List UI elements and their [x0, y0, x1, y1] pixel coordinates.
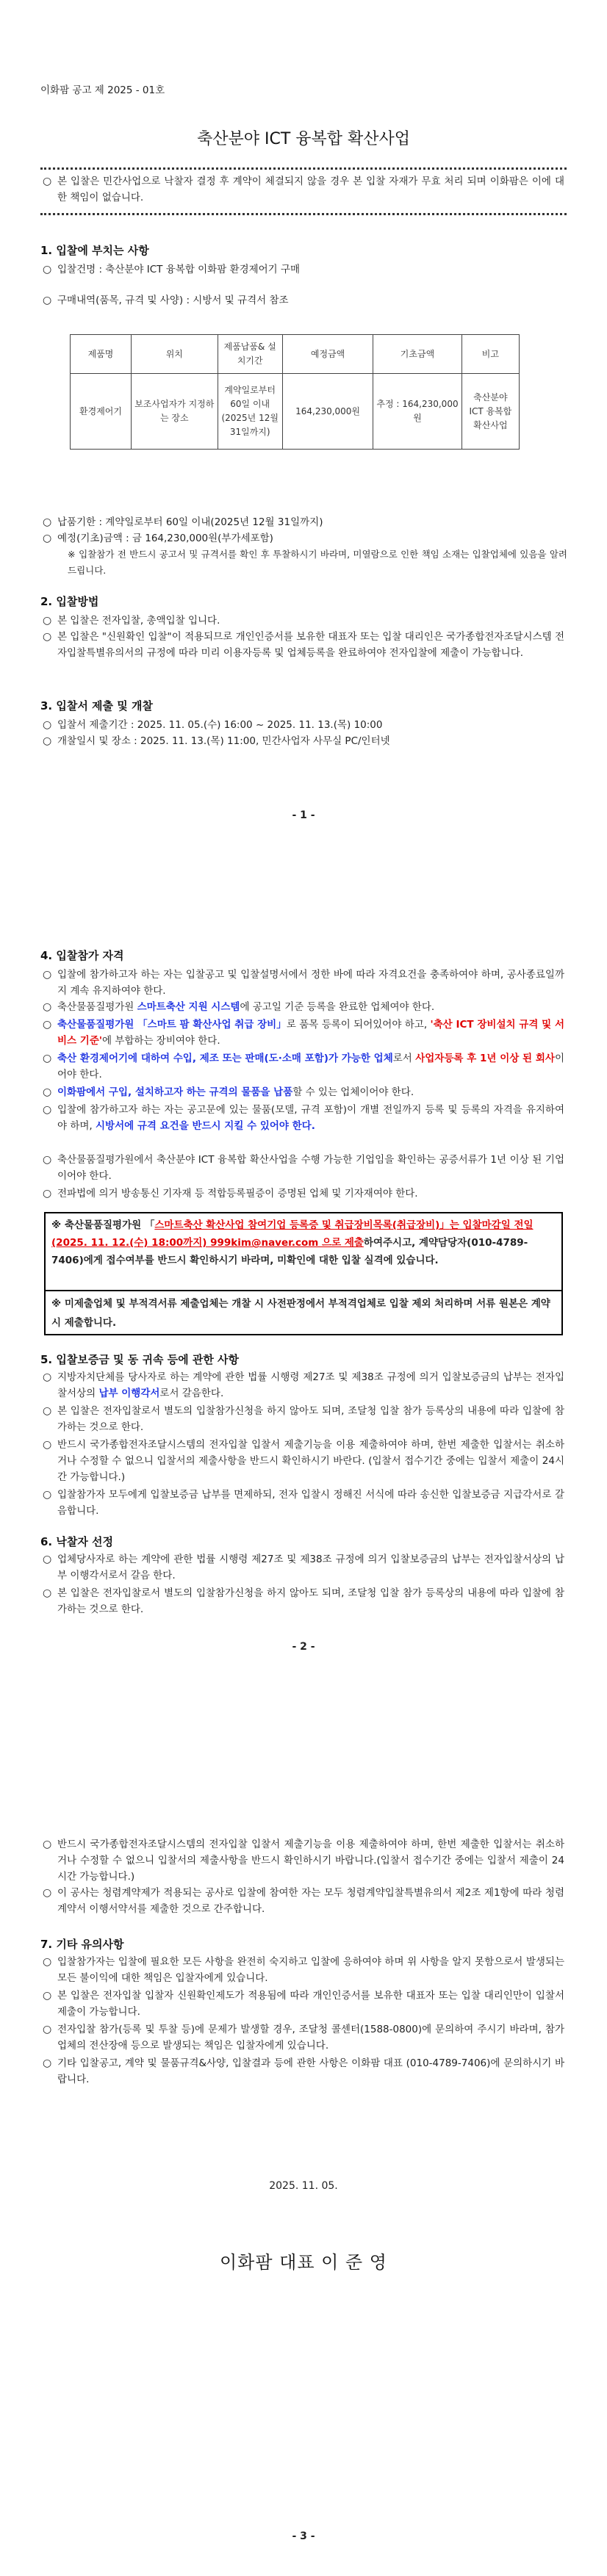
s1-note: ※ 입찰참가 전 반드시 공고서 및 규격서를 확인 후 투찰하시기 바라며, 미열람으로 인한 책임 소재는 입찰업체에 있음을 알려드립니다.	[68, 549, 567, 576]
circle-bullet: ○	[43, 295, 52, 306]
th-base-amount: 기초금액	[373, 335, 461, 374]
notice-number: 이화팜 공고 제 2025 - 01호	[40, 84, 165, 96]
s6b-item-2: 이 공사는 청렴계약제가 적용되는 공사로 입찰에 참여한 자는 모두 청렴계약입찰특별유의서 제2조 제1항에 따라 청렴계약서 이행서약서를 제출한 것으로 간주합니다.	[57, 1887, 564, 1915]
s7-item-2: 본 입찰은 전자입찰 입찰자 신원확인제도가 적용됨에 따라 개인인증서를 보유한 대표자 또는 입찰 대리인만이 입찰서 제출이 가능합니다.	[57, 1990, 564, 2018]
page-number-2: - 2 -	[292, 1641, 315, 1653]
s4-item-5	[57, 1084, 564, 1100]
s1-item-4: 예정(기초)금액 : 금 164,230,000원(부가세포함)	[57, 533, 273, 544]
circle-bullet: ○	[43, 1554, 52, 1565]
s6-item-2: 본 입찰은 전자입찰로서 별도의 입찰참가신청을 하지 않아도 되며, 조달청 입찰 참가 등록상의 내용에 따라 입찰에 참가하는 것으로 한다.	[57, 1587, 564, 1615]
section-6-heading: 6. 낙찰자 선정	[40, 1535, 114, 1548]
s7-item-4: 기타 입찰공고, 계약 및 물품규격&사양, 입찰결과 등에 관한 사항은 이화팜 대표 (010-4789-7406)에 문의하시기 바랍니다.	[57, 2057, 564, 2085]
s4-item-3	[57, 1017, 564, 1049]
circle-bullet: ○	[43, 1053, 52, 1064]
section-3-heading: 3. 입찰서 제출 및 개찰	[40, 699, 153, 712]
s4-item-4-end: 이어야 한다.	[57, 1053, 564, 1080]
box1-deadline: 는 입찰마감일 전일(2025. 11. 12.(수) 18:00까지) 999kim@naver.com 으로 제출	[51, 1219, 534, 1249]
page-number-3: - 3 -	[292, 2530, 315, 2542]
circle-bullet: ○	[43, 615, 52, 627]
s4-item-4-blue: 축산 환경제어기에 대하여 수입, 제조 또는 판매(도·소매 포함)가 가능한 업체	[57, 1053, 393, 1064]
s6-item-1: 업체당사자로 하는 계약에 관한 법률 시행령 제27조 및 제38조 규정에 의거 입찰보증금의 납부는 전자입찰서상의 납부 이행각서로서 갈음 한다.	[57, 1554, 564, 1581]
circle-bullet: ○	[43, 1587, 52, 1599]
circle-bullet: ○	[43, 1439, 52, 1451]
circle-bullet: ○	[43, 2024, 52, 2035]
circle-bullet: ○	[43, 1154, 52, 1166]
s1-item-3: 납품기한 : 계약일로부터 60일 이내(2025년 12월 31일까지)	[57, 516, 323, 528]
divider-bottom	[40, 213, 567, 215]
s4-item-6-blue: 시방서에 규격 요건을 반드시 지킬 수 있어야 한다.	[96, 1120, 315, 1132]
s3-item-1: 입찰서 제출기간 : 2025. 11. 05.(수) 16:00 ~ 2025. 11. 13.(목) 10:00	[57, 719, 383, 731]
circle-bullet: ○	[43, 1887, 52, 1899]
circle-bullet: ○	[43, 2057, 52, 2069]
circle-bullet: ○	[43, 735, 52, 747]
circle-bullet: ○	[43, 1371, 52, 1383]
s4-item-8: 전파법에 의거 방송통신 기자재 등 적합등록필증이 증명된 업체 및 기자재여야 한다.	[57, 1188, 418, 1199]
spec-table	[70, 334, 520, 450]
s7-item-3: 전자입찰 참가(등록 및 투찰 등)에 문제가 발생할 경우, 조달청 콜센터(1588-0800)에 문의하여 주시기 바라며, 참가 업체의 전산장애 등으로 발생되는 책임은 입찰자에게 있습니다.	[57, 2024, 564, 2052]
s7-item-1: 입찰참가자는 입찰에 필요한 모든 사항을 완전히 숙지하고 입찰에 응하여야 하며 위 사항을 알지 못함으로서 발생되는 모든 불이익에 대한 책임은 입찰자에게 있습니다.	[57, 1956, 564, 1984]
circle-bullet: ○	[43, 1019, 52, 1031]
s4-item-6	[57, 1102, 564, 1134]
s4-item-5-post: 할 수 있는 업체이어야 한다.	[292, 1086, 414, 1098]
circle-bullet: ○	[43, 1188, 52, 1199]
s5-item-3: 반드시 국가종합전자조달시스템의 전자입찰 입찰서 제출기능을 이용 제출하여야 하며, 한번 제출한 입찰서는 취소하거나 수정할 수 없으니 입찰서의 제출사항을 반드시 확인하시기 바란다. (입찰서 접수기간 중에는 입찰서 제출이 24시간 가능합니다.)	[57, 1439, 564, 1483]
th-planned-amount: 예정금액	[282, 335, 373, 374]
section-1-heading: 1. 입찰에 부치는 사항	[40, 244, 149, 257]
s2-item-1: 본 입찰은 전자입찰, 총액입찰 입니다.	[57, 615, 220, 627]
s4-item-6-pre: 입찰에 참가하고자 하는 자는 공고문에 있는 물품(모델, 규격 포함)이 개별 전일까지 등록 및 등록의 자격을 유지하여야 하며,	[57, 1104, 564, 1132]
circle-bullet: ○	[43, 719, 52, 731]
s4-item-4-post: 로서	[392, 1053, 416, 1064]
s4-item-2-post: 에 공고일 기준 등록을 완료한 업체여야 한다.	[240, 1001, 435, 1013]
th-product: 제품명	[71, 335, 132, 374]
circle-bullet: ○	[43, 1956, 52, 1968]
circle-bullet: ○	[43, 1489, 52, 1501]
s5-item-4: 입찰참가자 모두에게 입찰보증금 납부를 면제하되, 전자 입찰시 정해진 서식에 따라 송신한 입찰보증금 지급각서로 갈음합니다.	[57, 1489, 564, 1517]
s5-item-2: 본 입찰은 전자입찰로서 별도의 입찰참가신청을 하지 않아도 되며, 조달청 입찰 참가 등록상의 내용에 따라 입찰에 참가하는 것으로 한다.	[57, 1405, 564, 1433]
circle-bullet: ○	[43, 533, 52, 544]
th-remarks: 비고	[461, 335, 519, 374]
box1-prefix: ※ 축산물품질평가원 「	[51, 1219, 155, 1231]
td-product: 환경제어기	[71, 374, 132, 450]
document-title: 축산분야 ICT 융복합 확산사업	[196, 130, 411, 148]
section-5-heading: 5. 입찰보증금 및 동 귀속 등에 관한 사항	[40, 1353, 240, 1366]
td-planned-amount: 164,230,000원	[282, 374, 373, 450]
page-number-1: - 1 -	[292, 809, 315, 821]
table-header-row	[71, 335, 520, 374]
s5-item-1-pre: 지방자치단체를 당사자로 하는 계약에 관한 법률 시행령 제27조 및 제38조 규정에 의거 입찰보증금의 납부는 전자입찰서상의	[57, 1371, 564, 1399]
s4-item-7: 축산물품질평가원에서 축산분야 ICT 융복합 확산사업을 수행 가능한 기업임을 확인하는 공증서류가 1년 이상 된 기업이어야 한다.	[57, 1154, 564, 1182]
s2-item-2: 본 입찰은 "신원확인 입찰"이 적용되므로 개인인증서를 보유한 대표자 또는 입찰 대리인은 국가종합전자조달시스템 전자입찰특별유의서의 규정에 따라 미리 이용자등록 및 업체등록을 완료하여야 전자입찰에 제출이 가능합니다.	[57, 631, 564, 659]
table-row	[71, 374, 520, 450]
th-location: 위치	[132, 335, 218, 374]
s4-item-3-pre: 축산물품질평가원 「스마트 팜 확산사업 취급 장비」	[57, 1019, 287, 1031]
s4-item-3-post: 에 부합하는 장비여야 한다.	[102, 1035, 220, 1047]
circle-bullet: ○	[43, 1405, 52, 1417]
circle-bullet: ○	[43, 1086, 52, 1098]
section-7-heading: 7. 기타 유의사항	[40, 1938, 124, 1951]
circle-bullet: ○	[43, 1839, 52, 1850]
circle-bullet: ○	[43, 176, 52, 187]
circle-bullet: ○	[43, 1104, 52, 1116]
s4-item-2	[57, 999, 564, 1015]
s3-item-2: 개찰일시 및 장소 : 2025. 11. 13.(목) 11:00, 민간사업자 사무실 PC/인터넷	[57, 735, 390, 747]
divider-top	[40, 167, 567, 170]
s4-item-2-pre: 축산물품질평가원	[57, 1001, 137, 1013]
s4-item-3-red: '축산 ICT 장비설치 규격 및 서비스 기준'	[57, 1019, 565, 1047]
td-remarks: 축산분야 ICT 융복합 확산사업	[461, 374, 519, 450]
s4-item-1: 입찰에 참가하고자 하는 자는 입찰공고 및 입찰설명서에서 정한 바에 따라 자격요건을 충족하여야 하며, 공사종료일까지 계속 유지하여야 한다.	[57, 969, 564, 997]
s4-item-3-mid: 로 품목 등록이 되어있어야 하고,	[286, 1019, 431, 1031]
s4-item-2-highlight: 스마트축산 지원 시스템	[137, 1001, 240, 1013]
circle-bullet: ○	[43, 516, 52, 528]
notice-date: 2025. 11. 05.	[269, 2180, 338, 2192]
s5-item-1-post: 로서 갈음한다.	[159, 1388, 224, 1399]
s5-item-1	[57, 1369, 564, 1401]
box1-suffix: 하여주시고, 계약담당자(010-4789-7406)에게 접수여부를 반드시 확인하시기 바라며, 미확인에 대한 입찰 실격에 있습니다.	[51, 1237, 528, 1266]
s6b-item-1: 반드시 국가종합전자조달시스템의 전자입찰 입찰서 제출기능을 이용 제출하여야 하며, 한번 제출한 입찰서는 취소하거나 수정할 수 없으니 입찰서의 제출사항을 반드시 확인하시기 바랍니다.(입찰서 접수기간 중에는 입찰서 제출이 24시간 가능합니다.)	[57, 1839, 564, 1883]
td-location: 보조사업자가 지정하는 장소	[132, 374, 218, 450]
section-4-heading: 4. 입찰참가 자격	[40, 949, 124, 962]
s4-item-5-blue: 이화팜에서 구입, 설치하고자 하는 규격의 물품을 납품	[57, 1086, 293, 1098]
s1-item-1: 입찰건명 : 축산분야 ICT 융복합 이화팜 환경제어기 구매	[57, 264, 301, 275]
circle-bullet: ○	[43, 631, 52, 643]
s4-item-4	[57, 1050, 564, 1083]
circle-bullet: ○	[43, 264, 52, 275]
section-2-heading: 2. 입찰방법	[40, 595, 99, 608]
td-base-amount: 추정 : 164,230,000원	[373, 374, 461, 450]
circle-bullet: ○	[43, 1001, 52, 1013]
circle-bullet: ○	[43, 1990, 52, 2002]
s5-item-1-blue: 납부 이행각서	[98, 1388, 160, 1399]
circle-bullet: ○	[43, 969, 52, 981]
s1-item-2: 구매내역(품목, 규격 및 사양) : 시방서 및 규격서 참조	[57, 295, 289, 306]
intro-text: 본 입찰은 민간사업으로 낙찰자 결정 후 계약이 체결되지 않을 경우 본 입찰 자재가 무효 처리 되며 이화팜은 이에 대한 책임이 없습니다.	[57, 176, 564, 203]
th-period: 제품납품& 설치기간	[218, 335, 282, 374]
box1-title: 스마트축산 확산사업 참여기업 등록증 및 취급장비목록(취급장비)」	[154, 1219, 450, 1231]
notice-box-1	[44, 1212, 563, 1291]
s4-item-4-red: 사업자등록 후 1년 이상 된 회사	[415, 1053, 555, 1064]
notice-box-2: ※ 미제출업체 및 부적격서류 제출업체는 개찰 시 사전판정에서 부적격업체로 입찰 제외 처리하며 서류 원본은 계약 시 제출합니다.	[44, 1290, 563, 1335]
td-period: 계약일로부터 60일 이내 (2025년 12월 31일까지)	[218, 374, 282, 450]
signature: 이화팜 대표 이 준 영	[220, 2252, 387, 2273]
